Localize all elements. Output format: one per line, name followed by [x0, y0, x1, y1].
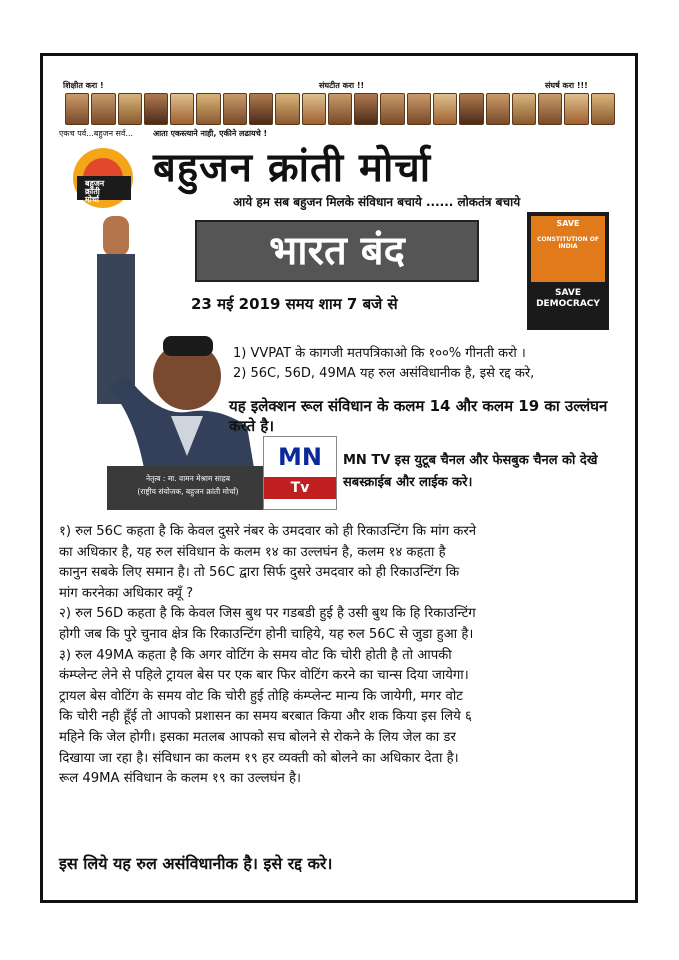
- leader-portrait: [302, 93, 326, 125]
- caption-line-1: नेतृत्व : मा. वामन मेश्राम साहब: [145, 474, 231, 483]
- body-line: दिखाया जा रहा है। संविधान का कलम १९ हर व्यक्ती को बोलने का अधिकार देता है।: [59, 750, 459, 766]
- leader-portrait: [118, 93, 142, 125]
- main-title: बहुजन क्रांती मोर्चा: [153, 145, 432, 191]
- body-line: कानुन सबके लिए समान है। तो 56C द्वारा सिर्फ दुसरे उमदवार को ही रिकाउन्टिंग कि: [59, 565, 460, 581]
- final-statement: इस लिये यह रुल असंविधानीक है। इसे रद्द करे।: [59, 854, 333, 873]
- body-line: कंम्प्लेन्ट लेने से पहिले ट्रायल बेस पर एक बार फिर वोटिंग करने का चान्स दिया जायेगा।: [59, 668, 469, 684]
- tagline-quote: आता एकस्त्याने नाही, एकीने लढायचे !: [153, 129, 268, 138]
- subtitle: आये हम सब बहुजन मिलके संविधान बचाये ...... लोकतंत्र बचाये: [233, 195, 521, 209]
- slogan-right: संघर्ष करा !!!: [545, 81, 588, 90]
- body-line: ३) रुल 49MA कहता है कि अगर वोटिंग के समय वोट कि चोरी होती है तो आपकी: [59, 647, 452, 663]
- leader-portrait: [196, 93, 220, 125]
- date-line: 23 मई 2019 समय शाम 7 बजे से: [191, 295, 398, 313]
- logo-word-2: क्रांती: [85, 187, 100, 196]
- save-top-text: SAVE: [556, 219, 580, 228]
- body-line: ट्रायल बेस वोटिंग के समय वोट कि चोरी हुई तोहि कंम्प्लेन्ट मान्य कि जायेगी, मगर वोट: [59, 688, 463, 704]
- leader-portrait: [407, 93, 431, 125]
- leader-portrait: [538, 93, 562, 125]
- leader-portrait: [564, 93, 588, 125]
- leader-portrait: [65, 93, 89, 125]
- leader-portrait: [591, 93, 615, 125]
- body-line: २) रुल 56D कहता है कि केवल जिस बुथ पर गडबडी हुई है उसी बुथ कि हि रिकाउन्टिंग: [59, 606, 476, 622]
- leader-portrait: [170, 93, 194, 125]
- save-constitution-badge: [527, 212, 609, 330]
- body-line: का अधिकार है, यह रुल संविधान के कलम १४ का उल्लघंन है, कलम १४ कहता है: [59, 544, 446, 560]
- save-bottom-2: DEMOCRACY: [536, 299, 600, 309]
- bkm-logo: [63, 142, 145, 212]
- mn-tv-logo: [263, 436, 337, 510]
- leader-portrait: [433, 93, 457, 125]
- election-rule-statement: यह इलेक्शन रूल संविधान के कलम 14 और कलम 19 का उल्लंघन करते है।: [229, 397, 608, 435]
- point-1: 1) VVPAT के कागजी मतपत्रिकाओ कि १००% गीनती करो ।: [233, 346, 526, 361]
- body-line: मांग करनेका अधिकार क्यूँ ?: [59, 585, 194, 601]
- body-line: महिने कि जेल होगी। इसका मतलब आपको सच बोलने से रोकने के लिय जेल का डर: [59, 729, 456, 745]
- body-text: [59, 522, 629, 790]
- body-line: रूल 49MA संविधान के कलम १९ का उल्लघंन है।: [59, 771, 301, 787]
- leader-portrait: [512, 93, 536, 125]
- leader-portrait: [144, 93, 168, 125]
- save-bottom-1: SAVE: [555, 288, 581, 298]
- leader-portrait: [486, 93, 510, 125]
- logo-word-3: मोर्चा: [85, 195, 100, 204]
- leader-portrait: [328, 93, 352, 125]
- leader-portrait: [459, 93, 483, 125]
- logo-word-1: बहुजन: [85, 179, 105, 188]
- leader-portrait: [275, 93, 299, 125]
- leader-portrait: [380, 93, 404, 125]
- leader-figure: [67, 216, 257, 486]
- channel-line-2: सबस्क्राईब और लाईक करे।: [343, 475, 473, 490]
- point-2: 2) 56C, 56D, 49MA यह रुल असंविधानीक है, इसे रद्द करे,: [233, 366, 535, 381]
- channel-info: [343, 450, 633, 494]
- leader-photo: [67, 216, 257, 486]
- portrait-strip: [65, 93, 615, 123]
- save-middle-text: CONSTITUTION OF INDIA: [537, 236, 599, 250]
- body-line: कि चोरी नही हूँई तो आपको प्रशासन का समय बरबात किया और शक किया इस लिये ६: [59, 709, 472, 725]
- mn-logo-text: MN: [278, 443, 322, 471]
- slogan-left: शिक्षीत करा !: [63, 81, 104, 90]
- leader-caption: [107, 466, 269, 510]
- body-line: होगी जब कि पुरे चुनाव क्षेत्र कि रिकाउन्टिंग होनी चाहिये, यह रुल 56C से जुडा हुआ है।: [59, 626, 474, 642]
- slogan-center: संघटीत करा !!: [319, 81, 365, 90]
- leader-portrait: [91, 93, 115, 125]
- channel-line-1: MN TV इस युटूब चैनल और फेसबुक चैनल को देखे: [343, 453, 598, 468]
- bharat-bandh-banner: भारत बंद: [195, 220, 479, 282]
- tagline: एकच पर्व...बहुजन सर्व...: [59, 129, 134, 138]
- leader-portrait: [223, 93, 247, 125]
- poster-frame: [40, 53, 638, 903]
- demand-points: [233, 344, 623, 384]
- leader-portrait: [249, 93, 273, 125]
- body-line: १) रुल 56C कहता है कि केवल दुसरे नंबर के उमदवार को ही रिकाउन्टिंग कि मांग करने: [59, 524, 477, 539]
- leader-portrait: [354, 93, 378, 125]
- tv-logo-text: Tv: [264, 477, 336, 499]
- caption-line-2: (राष्ट्रीय संयोजक, बहुजन क्रांती मोर्चा): [137, 487, 239, 496]
